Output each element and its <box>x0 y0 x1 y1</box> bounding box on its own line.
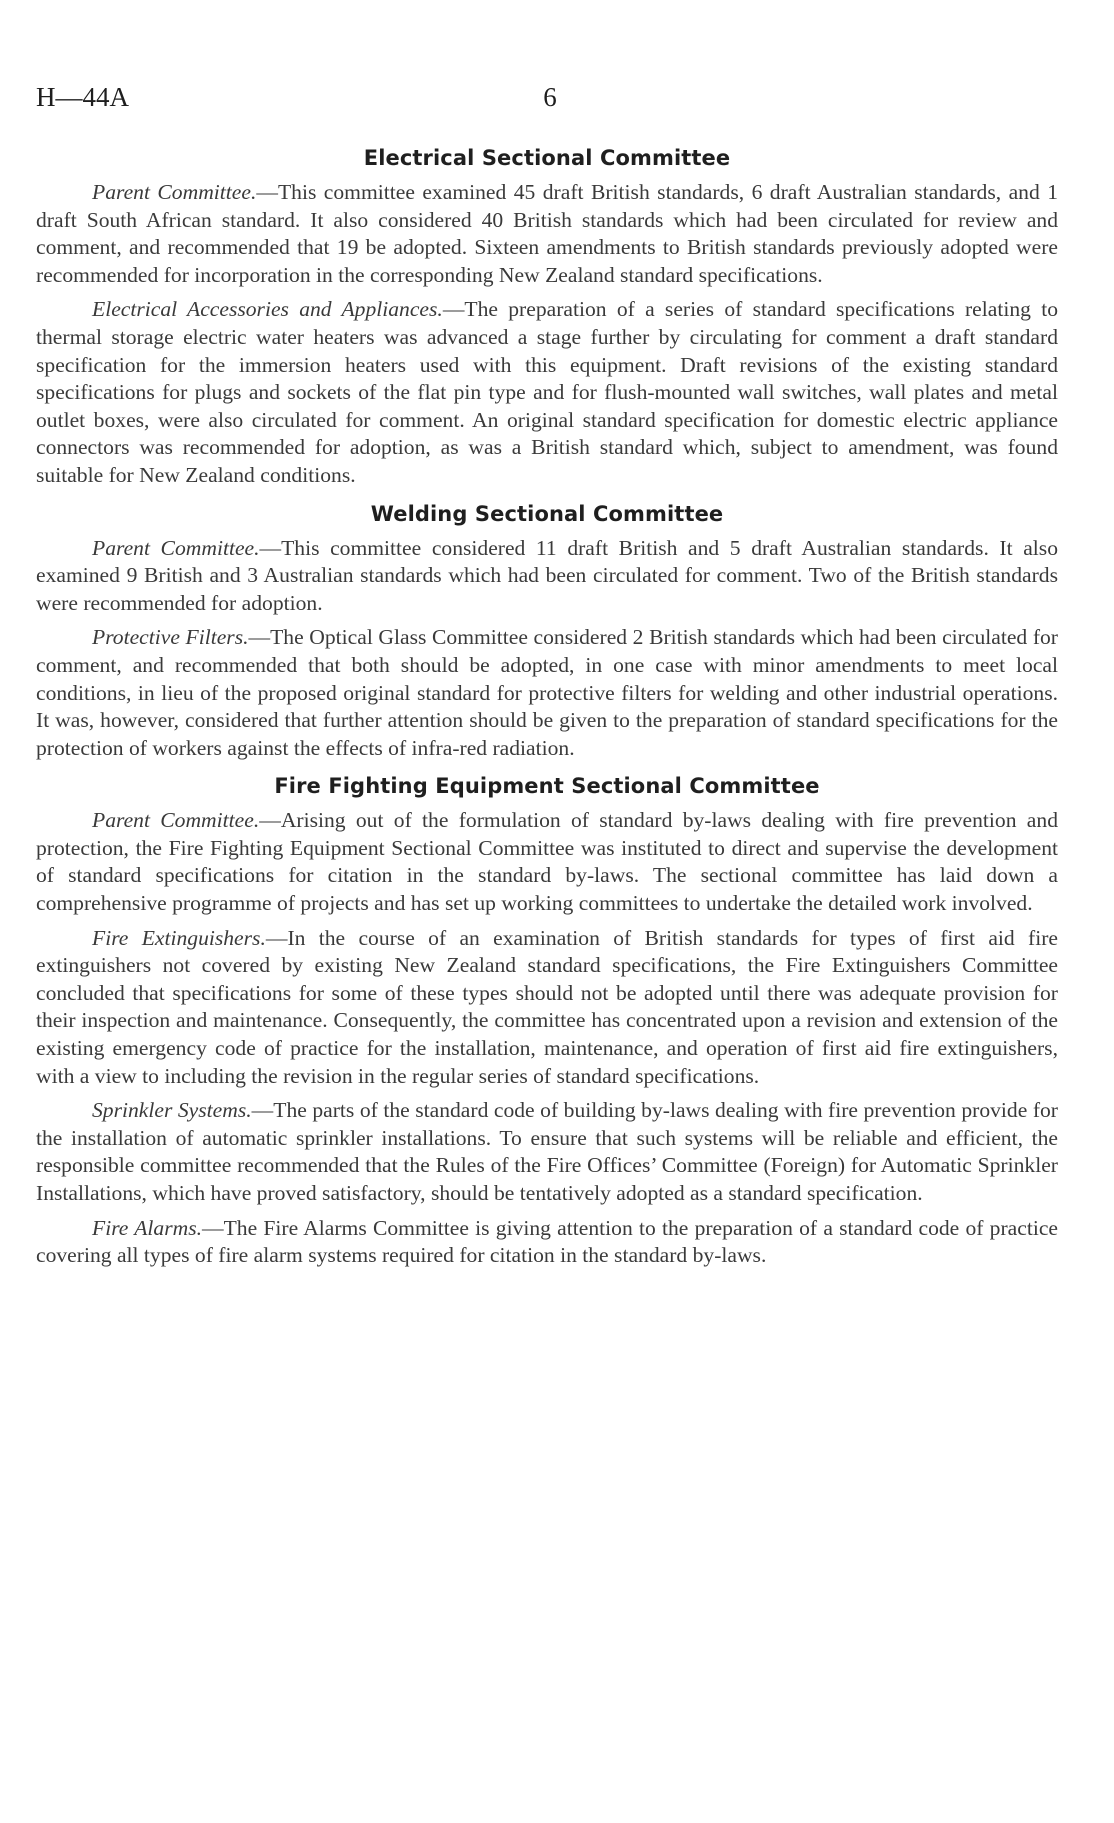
paragraph-text: —The Optical Glass Committee considered 2 British standards which had been circulated for comment, and recommended that both should be adopted, in one case with minor amendments to meet local conditions, in lieu of the proposed original standard for protective filters for welding and other industrial operations. It was, however, considered that further attention should be given to the preparation of standard specifications for the protection of workers against the effects of infra-red radiation. <box>36 625 1058 760</box>
page-number: 6 <box>543 82 557 112</box>
section-welding <box>36 502 1058 763</box>
paragraph-lead: Parent Committee. <box>92 535 260 560</box>
paragraph <box>36 179 1058 289</box>
paragraph-lead: Parent Committee. <box>92 808 260 833</box>
paragraph <box>36 807 1058 917</box>
paragraph-text: —The preparation of a series of standard specifications relating to thermal storage electric water heaters was advanced a stage further by circulating for comment a draft standard specification for the immersion heaters used with this equipment. Draft revisions of the existing standard specifications for plugs and sockets of the flat pin type and for flush-mounted wall switches, wall plates and metal outlet boxes, were also circulated for comment. An original standard specification for domestic electric appliance connectors was recommended for adoption, as was a British standard which, subject to amendment, was found suitable for New Zealand conditions. <box>36 297 1058 487</box>
paragraph-lead: Parent Committee. <box>92 180 257 204</box>
paragraph <box>36 296 1058 489</box>
section-title: Welding Sectional Committee <box>370 501 724 526</box>
paragraph <box>36 624 1058 762</box>
paragraph <box>36 1215 1058 1270</box>
section-fire-fighting <box>36 774 1058 1270</box>
paragraph-text: —The parts of the standard code of building by-laws dealing with fire prevention provide for the installation of automatic sprinkler installations. To ensure that such systems will be reliable and efficient, the responsible committee recommended that the Rules of the Fire Offices’ Committee (Foreign) for Automatic Sprinkler Installations, which have proved satisfactory, should be tentatively adopted as a standard specification. <box>36 1098 1058 1205</box>
paragraph-text: —This committee considered 11 draft British and 5 draft Australian standards. It also examined 9 British and 3 Australian standards which had been circulated for comment. Two of the British standards were recommended for adoption. <box>36 535 1058 615</box>
paragraph-lead: Fire Alarms. <box>92 1215 202 1240</box>
section-electrical <box>36 146 1058 490</box>
document-body <box>36 146 1058 1277</box>
paragraph-text: —This committee examined 45 draft British standards, 6 draft Australian standards, and 1 draft South African standard. It also considered 40 British standards which had been circulated for review and comment, and recommended that 19 be adopted. Sixteen amendments to British standards previously adopted were recommended for incorporation in the corresponding New Zealand standard specifications. <box>36 180 1058 287</box>
paragraph-lead: Electrical Accessories and Appliances. <box>92 297 443 322</box>
running-head <box>36 82 1058 122</box>
paragraph <box>36 1097 1058 1207</box>
paragraph-lead: Protective Filters. <box>92 625 249 650</box>
paragraph-lead: Sprinkler Systems. <box>92 1098 252 1123</box>
section-title: Fire Fighting Equipment Sectional Committee <box>274 774 820 799</box>
paragraph-lead: Fire Extinguishers. <box>92 925 266 950</box>
section-title: Electrical Sectional Committee <box>363 146 731 170</box>
paragraph-text: —Arising out of the formulation of standard by-laws dealing with fire prevention and protection, the Fire Fighting Equipment Sectional Committee was instituted to direct and supervise the development of standard specifications for citation in the standard by-laws. The sectional committee has laid down a comprehensive programme of projects and has set up working committees to undertake the detailed work involved. <box>36 808 1058 916</box>
paragraph-text: —The Fire Alarms Committee is giving attention to the preparation of a standard code of practice covering all types of fire alarm systems required for citation in the standard by-laws. <box>36 1215 1058 1268</box>
paragraph <box>36 535 1058 618</box>
document-reference: H—44A <box>36 82 129 112</box>
paragraph <box>36 925 1058 1091</box>
paragraph-text: —In the course of an examination of British standards for types of first aid fire extinguishers not covered by existing New Zealand standard specifications, the Fire Extinguishers Committee concluded that specifications for some of these types should not be adopted until there was adequate provision for their inspection and maintenance. Consequently, the committee has concentrated upon a revision and extension of the existing emergency code of practice for the installation, maintenance, and operation of first aid fire extinguishers, with a view to including the revision in the regular series of standard specifications. <box>36 925 1058 1088</box>
